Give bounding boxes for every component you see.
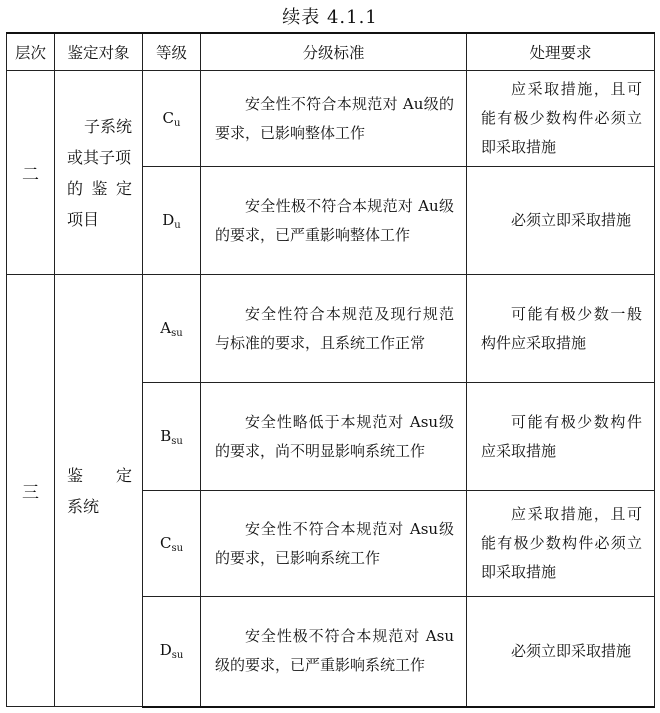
grade-cell — [143, 597, 201, 707]
standard-cell: 安全性略低于本规范对 Asu级的要求，尚不明显影响系统工作 — [201, 383, 467, 491]
requirement-cell: 必须立即采取措施 — [467, 167, 655, 275]
object-line: 的鉴定 — [67, 178, 132, 198]
grade-cell — [143, 275, 201, 383]
requirement-cell: 可能有极少数一般构件应采取措施 — [467, 275, 655, 383]
standard-cell: 安全性极不符合本规范对 Asu级的要求，已严重影响系统工作 — [201, 597, 467, 707]
grade-main: C — [162, 108, 175, 127]
grade-main: B — [160, 426, 172, 445]
grade-main: D — [162, 210, 175, 229]
grade-subscript: u — [174, 219, 181, 231]
grade-subscript: u — [174, 117, 181, 129]
level-cell-2: 二 — [7, 71, 55, 275]
grade-main: D — [159, 641, 172, 660]
object-line: 或其子项 — [67, 147, 132, 167]
object-cell-2 — [55, 71, 143, 275]
grade-cell — [143, 383, 201, 491]
object-cell-3 — [55, 275, 143, 707]
grade-subscript: su — [171, 435, 183, 447]
object-line: 子系统 — [83, 116, 132, 136]
table-title: 续表 4.1.1 — [282, 7, 378, 28]
grade-cell — [143, 167, 201, 275]
object-line: 系统 — [67, 496, 100, 516]
grade-main: C — [159, 533, 172, 552]
grade-subscript: su — [171, 327, 183, 339]
header-requirement: 处理要求 — [467, 33, 655, 71]
standard-cell: 安全性不符合本规范对 Au级的要求，已影响整体工作 — [201, 71, 467, 167]
requirement-cell: 必须立即采取措施 — [467, 597, 655, 707]
grade-main: A — [160, 318, 172, 337]
header-object: 鉴定对象 — [55, 33, 143, 71]
object-line: 项目 — [67, 209, 100, 229]
header-level: 层次 — [7, 33, 55, 71]
requirement-cell: 应采取措施，且可能有极少数构件必须立即采取措施 — [467, 71, 655, 167]
header-standard: 分级标准 — [201, 33, 467, 71]
level-cell-3: 三 — [7, 275, 55, 707]
table-row — [7, 275, 655, 383]
standard-cell: 安全性不符合本规范对 Asu级的要求，已影响系统工作 — [201, 491, 467, 597]
grade-subscript: su — [171, 650, 184, 662]
grade-cell — [143, 491, 201, 597]
header-row — [7, 33, 655, 71]
requirement-cell: 可能有极少数构件应采取措施 — [467, 383, 655, 491]
classification-table — [6, 32, 655, 708]
grade-subscript: su — [171, 542, 184, 554]
requirement-cell: 应采取措施，且可能有极少数构件必须立即采取措施 — [467, 491, 655, 597]
table-row — [7, 71, 655, 167]
grade-cell — [143, 71, 201, 167]
header-grade: 等级 — [143, 33, 201, 71]
object-line: 鉴定 — [67, 465, 132, 485]
standard-cell: 安全性符合本规范及现行规范与标准的要求，且系统工作正常 — [201, 275, 467, 383]
standard-cell: 安全性极不符合本规范对 Au级的要求，已严重影响整体工作 — [201, 167, 467, 275]
